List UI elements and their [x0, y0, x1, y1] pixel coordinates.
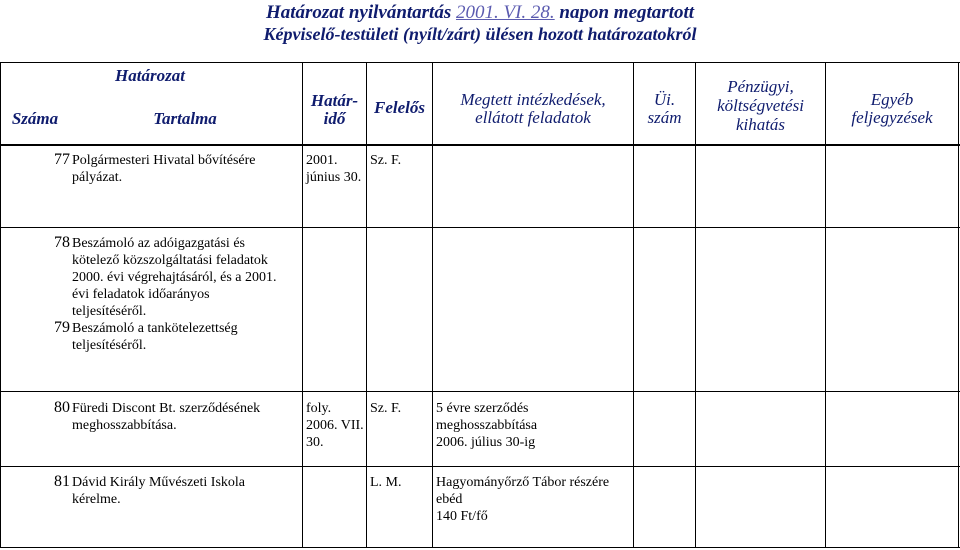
table-right-border [958, 62, 959, 548]
row-81-measures-line3: 140 Ft/fő [436, 509, 488, 524]
row-78-number: 78 [54, 234, 70, 251]
row-79-number: 79 [54, 319, 70, 336]
table-top-border [0, 62, 960, 63]
row-77-deadline-line1: 2001. [306, 153, 338, 168]
page-title [0, 3, 960, 23]
row-77-content-line1: Polgármesteri Hivatal bővítésére [72, 153, 256, 168]
table-bottom-border [0, 547, 960, 548]
title-prefix: Határozat nyilvántartás [265, 2, 456, 23]
header-bottom-border [0, 144, 960, 146]
title-suffix: napon megtartott [554, 2, 695, 23]
row-80-responsible: Sz. F. [370, 401, 402, 416]
header-number: Száma [11, 109, 59, 128]
title-date: 2001. VI. 28. [455, 2, 555, 23]
header-finance-line3: kihatás [735, 115, 786, 134]
column-divider-deadline [302, 62, 303, 548]
column-divider-other [825, 62, 826, 548]
row-80-content-line2: meghosszabbítása. [72, 418, 177, 433]
row-81-measures-line2: ebéd [436, 492, 463, 507]
column-divider-ui [633, 62, 634, 548]
row-81-number: 81 [54, 473, 70, 490]
row-78-content-line3: 2000. évi végrehajtásáról, és a 2001. [72, 270, 277, 285]
row-78-content-line4: évi feladatok időarányos [72, 287, 210, 302]
header-deadline-line2: idő [323, 109, 346, 128]
row-77-number: 77 [54, 151, 70, 168]
row-80-deadline-line2: 2006. VII. [306, 418, 364, 433]
table-left-border [0, 62, 1, 548]
header-finance-line1: Pénzügyi, [727, 77, 794, 96]
row-80-bottom-border [0, 466, 960, 467]
row-81-content-line2: kérelme. [72, 492, 121, 507]
header-content: Tartalma [153, 109, 217, 128]
row-78-content-line2: kötelező közszolgáltatási feladatok [72, 253, 268, 268]
header-measures-line2: ellátott feladatok [475, 108, 591, 127]
row-80-measures-line3: 2006. július 30-ig [436, 435, 536, 450]
header-responsible: Felelős [374, 98, 425, 117]
row-80-deadline-line1: foly. [306, 401, 332, 416]
row-77-deadline-line2: június 30. [306, 170, 362, 185]
row-80-number: 80 [54, 399, 70, 416]
row-77-responsible: Sz. F. [370, 153, 402, 168]
row-78-content-line1: Beszámoló az adóigazgatási és [72, 236, 245, 251]
header-finance-line2: költségvetési [717, 96, 804, 115]
header-other-line2: feljegyzések [851, 108, 933, 127]
row-78-content-line5: teljesítéséről. [72, 304, 147, 319]
header-group-resolution: Határozat [115, 66, 185, 85]
header-measures-line1: Megtett intézkedések, [460, 90, 606, 109]
row-77-bottom-border [0, 227, 960, 228]
row-80-content-line1: Füredi Discont Bt. szerződésének [72, 401, 261, 416]
row-77-content-line2: pályázat. [72, 170, 123, 185]
header-deadline-line1: Határ- [310, 91, 359, 110]
column-divider-responsible [366, 62, 367, 548]
column-divider-finance [695, 62, 696, 548]
row-80-measures-line1: 5 évre szerződés [436, 401, 529, 416]
row-81-responsible: L. M. [370, 475, 402, 490]
page-subtitle: Képviselő-testületi (nyílt/zárt) ülésen hozott határozatokról [263, 24, 697, 44]
row-81-measures-line1: Hagyományőrző Tábor részére [436, 475, 610, 490]
header-ui-line1: Üi. [653, 90, 676, 109]
row-79-content-line2: teljesítéséről. [72, 338, 147, 353]
row-80-deadline-line3: 30. [306, 435, 324, 450]
row-80-measures-line2: meghosszabbítása [436, 418, 538, 433]
header-other-line1: Egyéb [870, 90, 914, 109]
column-divider-measures [432, 62, 433, 548]
row-79-content-line1: Beszámoló a tankötelezettség [72, 321, 238, 336]
row-81-content-line1: Dávid Király Művészeti Iskola [72, 475, 246, 490]
row-79-bottom-border [0, 391, 960, 392]
header-ui-line2: szám [647, 108, 682, 127]
